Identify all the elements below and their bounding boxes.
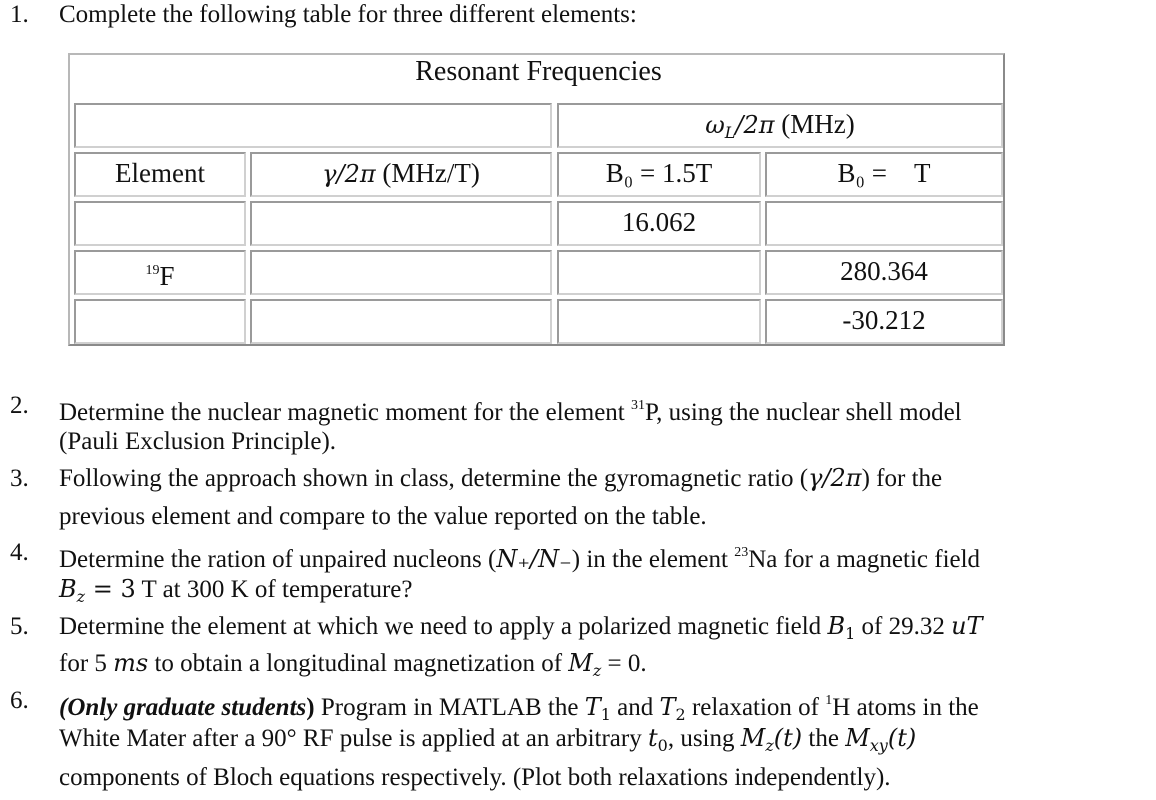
table-title: Resonant Frequencies <box>415 56 662 87</box>
table-row-3-b2 <box>765 299 1003 344</box>
b1-header-label: B₀ = 1.5T <box>605 158 713 188</box>
question-text: components of Bloch equations respectively. (Plot both relaxations independently). <box>59 764 891 791</box>
question-number: 1. <box>10 1 29 28</box>
table-row-1-b1 <box>557 201 761 246</box>
question-text: Determine the element at which we need to apply a polarized magnetic field $B_1$ of 29.32 uT <box>59 612 983 643</box>
gamma-symbol: γ/2π <box>322 160 376 188</box>
gamma-unit: (MHz/T) <box>382 158 480 188</box>
cell-value: 280.364 <box>840 256 928 286</box>
gamma-header-cell <box>250 152 552 197</box>
table-row-2-b2 <box>765 250 1003 295</box>
question-text: (Only graduate students) Program in MATLAB the $T_1$ and $T_2$ relaxation of $^1$H atoms in the <box>59 693 979 724</box>
table-row-3-element <box>74 299 246 344</box>
question-number: 2. <box>10 392 29 419</box>
question-text: Following the approach shown in class, determine the gyromagnetic ratio (γ/2π) for the <box>59 464 943 492</box>
b2-header-cell <box>765 152 1003 197</box>
table-row-2-element <box>74 250 246 295</box>
table-row-3-b1 <box>557 299 761 344</box>
question-text: Complete the following table for three different elements: <box>59 1 637 28</box>
omega-header-cell <box>557 103 1003 148</box>
cell-value: -30.212 <box>842 305 926 335</box>
b1-header-cell <box>557 152 761 197</box>
table-row-3-gamma <box>250 299 552 344</box>
omega-unit: (MHz) <box>781 109 855 139</box>
element-header-label: Element <box>115 158 205 188</box>
question-number: 4. <box>10 539 29 566</box>
question-number: 5. <box>10 613 29 640</box>
question-text: Determine the ration of unpaired nucleons (N₊/N₋) in the element $^{23}$Na for a magnetic field <box>59 545 981 573</box>
header-blank-cell <box>74 103 552 148</box>
b2-header-label-right: T <box>913 158 931 188</box>
table-row-1-gamma <box>250 201 552 246</box>
table-row-2-gamma <box>250 250 552 295</box>
element-header-cell <box>74 152 246 197</box>
question-text: White Mater after a 90° RF pulse is applied at an arbitrary $t_0$, using $M_z(t)$ the $M_{xy}(t)$ <box>59 724 917 755</box>
question-text: (Pauli Exclusion Principle). <box>59 428 337 455</box>
table-row-2-b1 <box>557 250 761 295</box>
table-row-1-element <box>74 201 246 246</box>
cell-value: 16.062 <box>621 207 697 237</box>
table-row-1-b2 <box>765 201 1003 246</box>
question-number: 6. <box>10 687 29 714</box>
b2-header-label-left: B₀ = <box>837 158 887 188</box>
question-text: for 5 ms to obtain a longitudinal magnetization of $M_z = 0$. <box>59 649 647 680</box>
element-label: 19F <box>145 261 175 291</box>
question-number: 3. <box>10 465 29 492</box>
omega-symbol: ωL/2π <box>705 111 775 142</box>
question-text: previous element and compare to the value reported on the table. <box>59 503 707 530</box>
question-text: $B_z = 3$ T at 300 K of temperature? <box>59 575 413 606</box>
question-text: Determine the nuclear magnetic moment for the element $^{31}$P, using the nuclear shell model <box>59 398 962 426</box>
